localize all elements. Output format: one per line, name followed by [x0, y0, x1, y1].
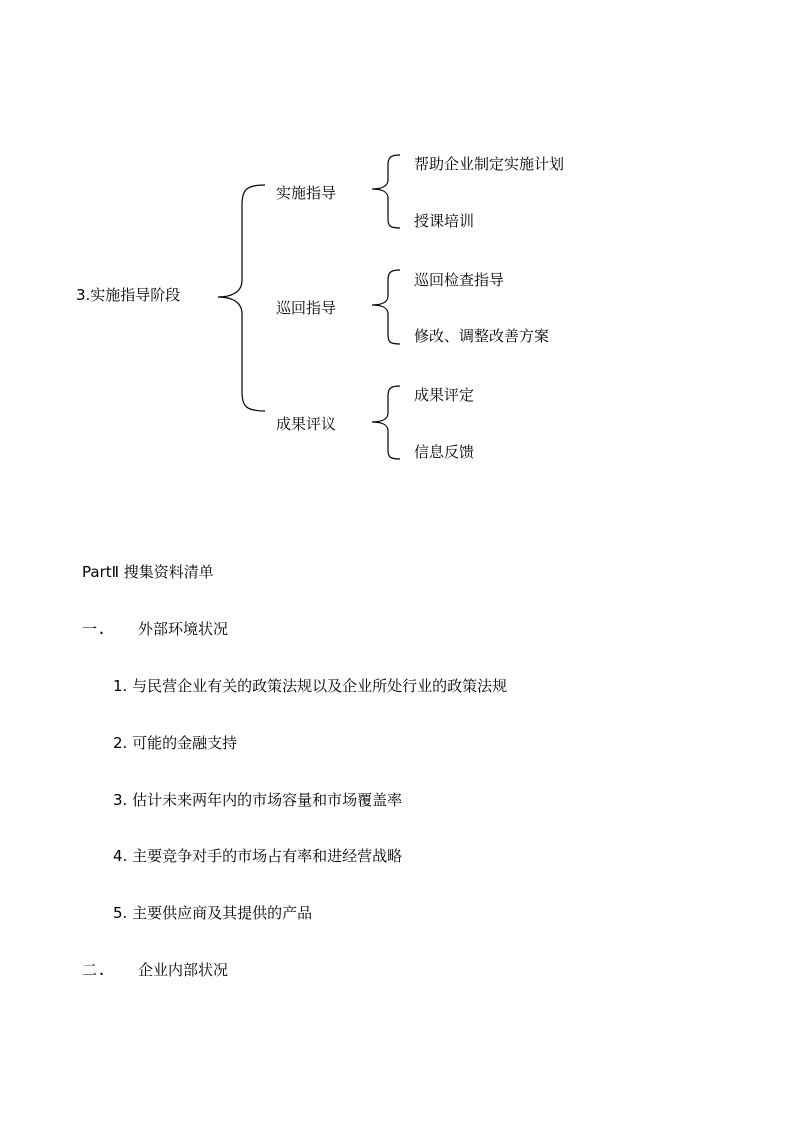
section-1-item-3: 3. 估计未来两年内的市场容量和市场覆盖率: [113, 791, 403, 809]
branch-2-item-2: 修改、调整改善方案: [414, 327, 550, 345]
part2-title: PartⅡ 搜集资料清单: [82, 563, 214, 581]
branch-brace-3: [372, 386, 400, 459]
diagram-root-label: 3.实施指导阶段: [76, 286, 181, 304]
branch-label-1: 实施指导: [276, 184, 337, 202]
section-1-number: 一.: [82, 620, 107, 638]
section-1-item-2: 2. 可能的金融支持: [113, 734, 238, 752]
root-brace: [218, 185, 265, 411]
branch-brace-1: [372, 155, 400, 228]
section-1-item-4: 4. 主要竞争对手的市场占有率和进经营战略: [113, 847, 403, 865]
section-2-title: 企业内部状况: [138, 961, 229, 979]
section-1-item-5: 5. 主要供应商及其提供的产品: [113, 904, 313, 922]
branch-1-item-2: 授课培训: [414, 212, 475, 230]
branch-2-item-1: 巡回检查指导: [414, 271, 505, 289]
branch-label-3: 成果评议: [276, 415, 337, 433]
branch-3-item-1: 成果评定: [414, 386, 475, 404]
branch-3-item-2: 信息反馈: [414, 443, 475, 461]
branch-brace-2: [372, 270, 400, 344]
section-1-title: 外部环境状况: [138, 620, 229, 638]
section-1-item-1: 1. 与民营企业有关的政策法规以及企业所处行业的政策法规: [113, 677, 508, 695]
section-2-number: 二.: [82, 961, 107, 979]
branch-label-2: 巡回指导: [276, 299, 337, 317]
branch-1-item-1: 帮助企业制定实施计划: [414, 155, 565, 173]
